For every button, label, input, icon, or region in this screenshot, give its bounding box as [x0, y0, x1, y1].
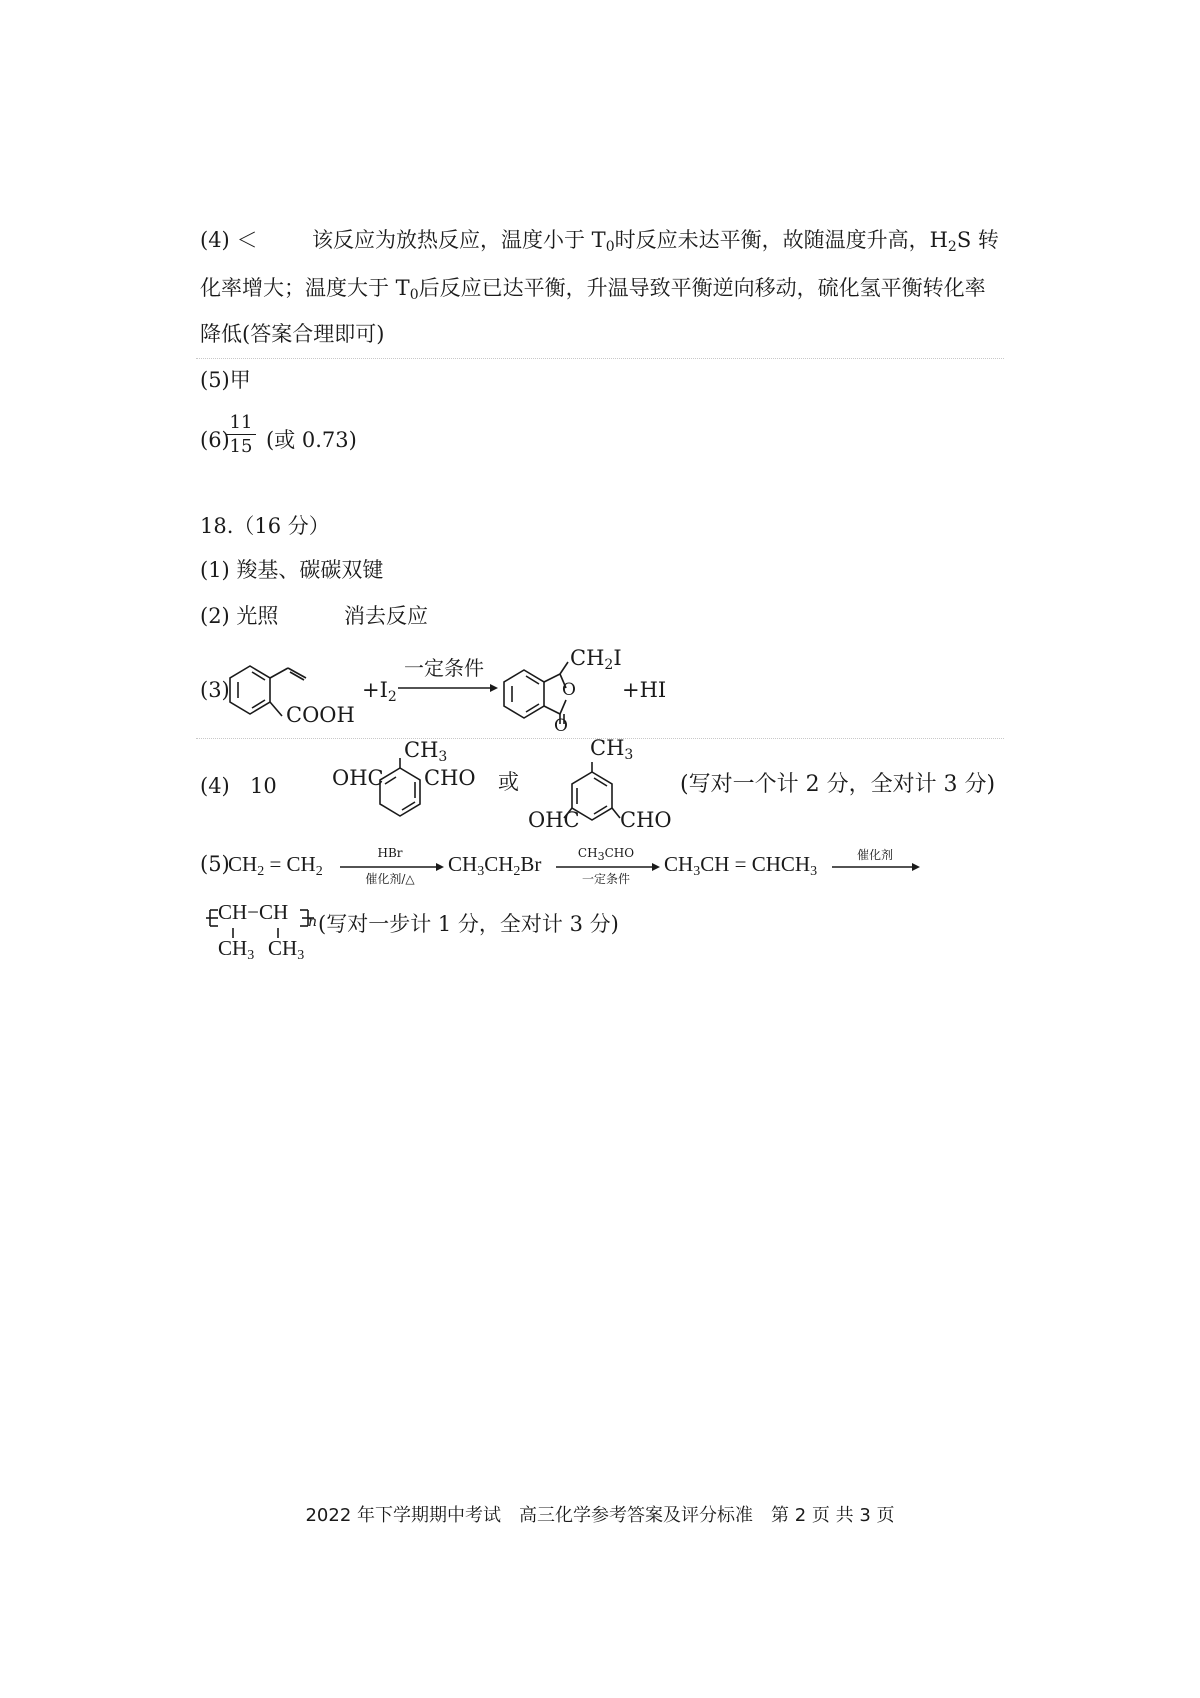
structure1-right-cho: CHO [424, 766, 476, 790]
q18-part4-label: (4) [200, 774, 230, 798]
polymer-ch3-b: $CH_3$ [268, 936, 305, 963]
q17-part4-line1: 该反应为放热反应，温度小于 $T_0$时反应未达平衡，故随温度升高，$H_2S$ 转 [312, 228, 999, 255]
carbonyl-oxygen: O [554, 716, 568, 736]
dotted-separator [196, 358, 1004, 359]
q17-part4-line2: 化率增大；温度大于 $T_0$后反应已达平衡，升温导致平衡逆向移动，硫化氢平衡转化率 [200, 276, 986, 303]
polymer-backbone: CH−CH [218, 900, 289, 924]
hi-product: +HI [622, 678, 667, 702]
q18-part1: (1) 羧基、碳碳双键 [200, 558, 384, 582]
q17-part4-line3: 降低(答案合理即可) [200, 322, 385, 346]
q18-part5-note: (写对一步计 1 分，全对计 3 分) [318, 912, 619, 936]
arrow1-top-label: HBr [377, 846, 403, 860]
arrow2-bottom-label: 一定条件 [581, 872, 630, 886]
q17-part6-label: (6) [200, 428, 230, 452]
cooh-group: COOH [286, 703, 355, 727]
ethene: $CH_2 = CH_2$ [228, 852, 323, 879]
structure2-right-cho: CHO [620, 808, 672, 832]
polymer-ch3-a: $CH_3$ [218, 936, 255, 963]
ch2i-group: $CH_2I$ [570, 646, 622, 673]
structure1-ch3: $CH_3$ [404, 738, 448, 765]
reaction-arrow [398, 683, 498, 693]
structure2-left-cho: OHC [528, 808, 580, 832]
fraction-denominator: 15 [229, 436, 253, 457]
structure1-left-cho: OHC [332, 766, 384, 790]
page-footer: 2022 年下学期期中考试 高三化学参考答案及评分标准 第 2 页 共 3 页 [305, 1505, 895, 1526]
q18-heading: 18.（16 分） [200, 514, 330, 538]
fraction-numerator: 11 [226, 412, 256, 435]
structure2-ch3: $CH_3$ [590, 736, 634, 763]
bromoethane: $CH_3CH_2Br$ [448, 852, 542, 879]
arrow2-top-label: CH3CHO [577, 846, 635, 863]
q18-part4-note: (写对一个计 2 分，全对计 3 分) [680, 772, 996, 797]
arrow1-bottom-label: 催化剂/△ [365, 872, 415, 886]
synthesis-arrow-3 [832, 862, 920, 872]
arrow3-top-label: 催化剂 [856, 848, 893, 862]
q17-part4-label: (4) ＜ [200, 228, 258, 252]
fraction [226, 412, 256, 459]
isomer-count: 10 [250, 774, 277, 798]
less-than-symbol: ＜ [236, 228, 258, 252]
q18-part2-label: (2) 光照 [200, 604, 279, 628]
q17-part5: (5)甲 [200, 368, 251, 392]
polymer-subscript-n: n [308, 914, 318, 930]
q18-part3-label: (3) [200, 678, 230, 702]
ring-oxygen: O [562, 680, 576, 700]
reaction-condition: 一定条件 [404, 656, 484, 680]
q18-part5-label: (5) [200, 852, 230, 876]
or-word: 或 [498, 770, 519, 794]
q17-part6-alt: (或 0.73) [266, 428, 357, 452]
2-butene: $CH_3CH$ = $CHCH_3$ [664, 852, 818, 879]
q18-part2-answer: 消去反应 [344, 604, 428, 628]
iodine-reagent: $+I_2$ [362, 678, 397, 705]
